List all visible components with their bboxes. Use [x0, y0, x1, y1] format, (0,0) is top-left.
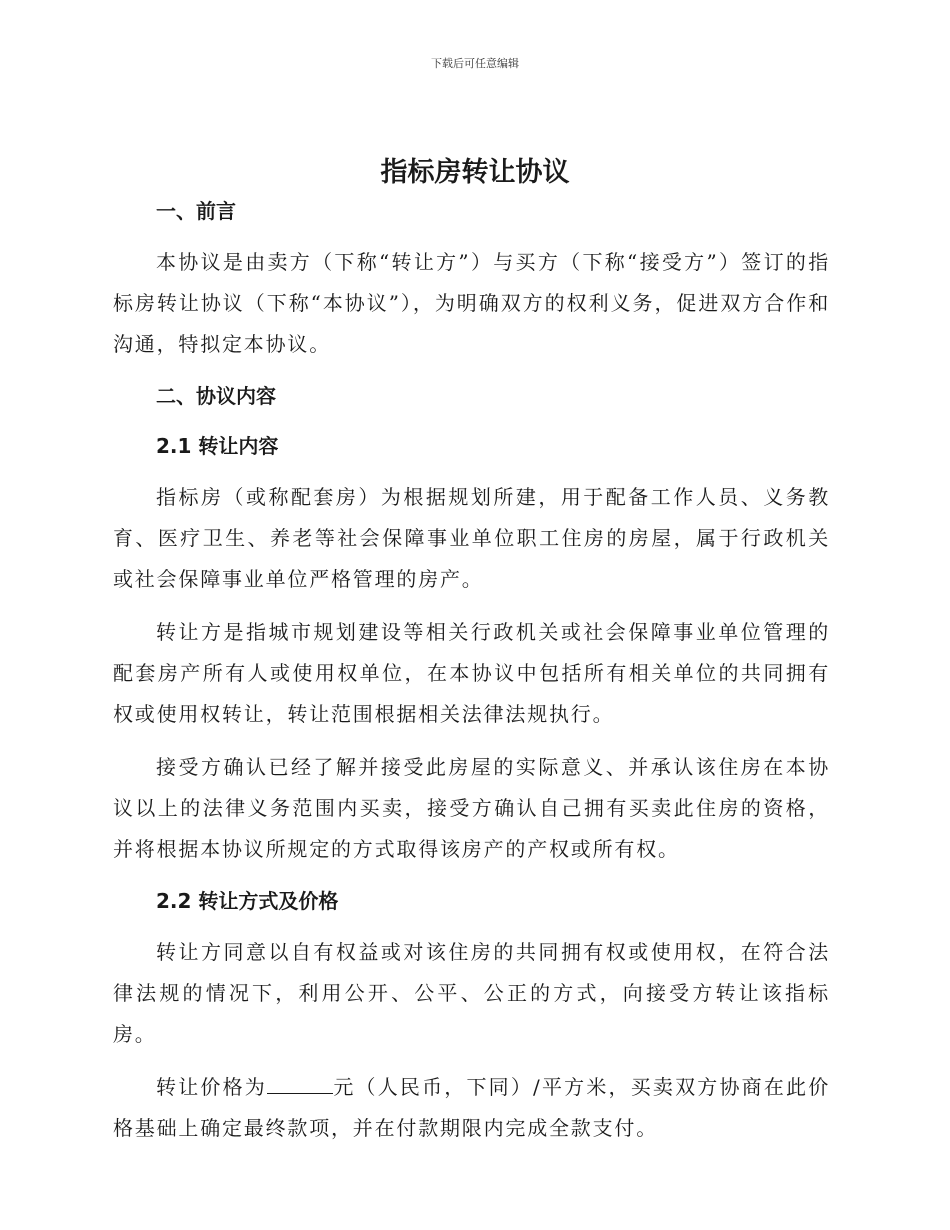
page-header-note: 下载后可任意编辑 [431, 57, 519, 70]
subsection-heading-transfer-content: 2.1 转让内容 [156, 434, 279, 458]
transfer-price-paragraph [113, 1067, 830, 1149]
transfer-content-paragraph-1: 指标房（或称配套房）为根据规划所建，用于配备工作人员、义务教育、医疗卫生、养老等社会保障事业单位职工住房的房屋，属于行政机关或社会保障事业单位严格管理的房产。 [113, 485, 830, 591]
price-suffix-text: 元（人民币，下同）/平方米，买卖双方协商在此价格基础上确定最终款项，并在付款期限内完成全款支付。 [113, 1075, 831, 1140]
preface-paragraph: 本协议是由卖方（下称“转让方”）与买方（下称“接受方”）签订的指标房转让协议（下称“本协议”），为明确双方的权利义务，促进双方合作和沟通，特拟定本协议。 [113, 250, 830, 356]
document-body [113, 192, 830, 1161]
price-blank-field [267, 1075, 333, 1094]
transfer-method-paragraph: 转让方同意以自有权益或对该住房的共同拥有权或使用权，在符合法律法规的情况下，利用公开、公平、公正的方式，向接受方转让该指标房。 [113, 940, 830, 1046]
price-prefix-text: 转让价格为 [156, 1075, 267, 1099]
transfer-content-paragraph-3: 接受方确认已经了解并接受此房屋的实际意义、并承认该住房在本协议以上的法律义务范围内买卖，接受方确认自己拥有买卖此住房的资格，并将根据本协议所规定的方式取得该房产的产权或所有权。 [113, 755, 830, 861]
section-heading-agreement-content: 二、协议内容 [156, 384, 276, 408]
document-title: 指标房转让协议 [380, 157, 570, 188]
section-heading-preface: 一、前言 [156, 199, 236, 223]
transfer-content-paragraph-2: 转让方是指城市规划建设等相关行政机关或社会保障事业单位管理的配套房产所有人或使用权单位，在本协议中包括所有相关单位的共同拥有权或使用权转让，转让范围根据相关法律法规执行。 [113, 620, 830, 726]
subsection-heading-transfer-method-price: 2.2 转让方式及价格 [156, 889, 339, 913]
